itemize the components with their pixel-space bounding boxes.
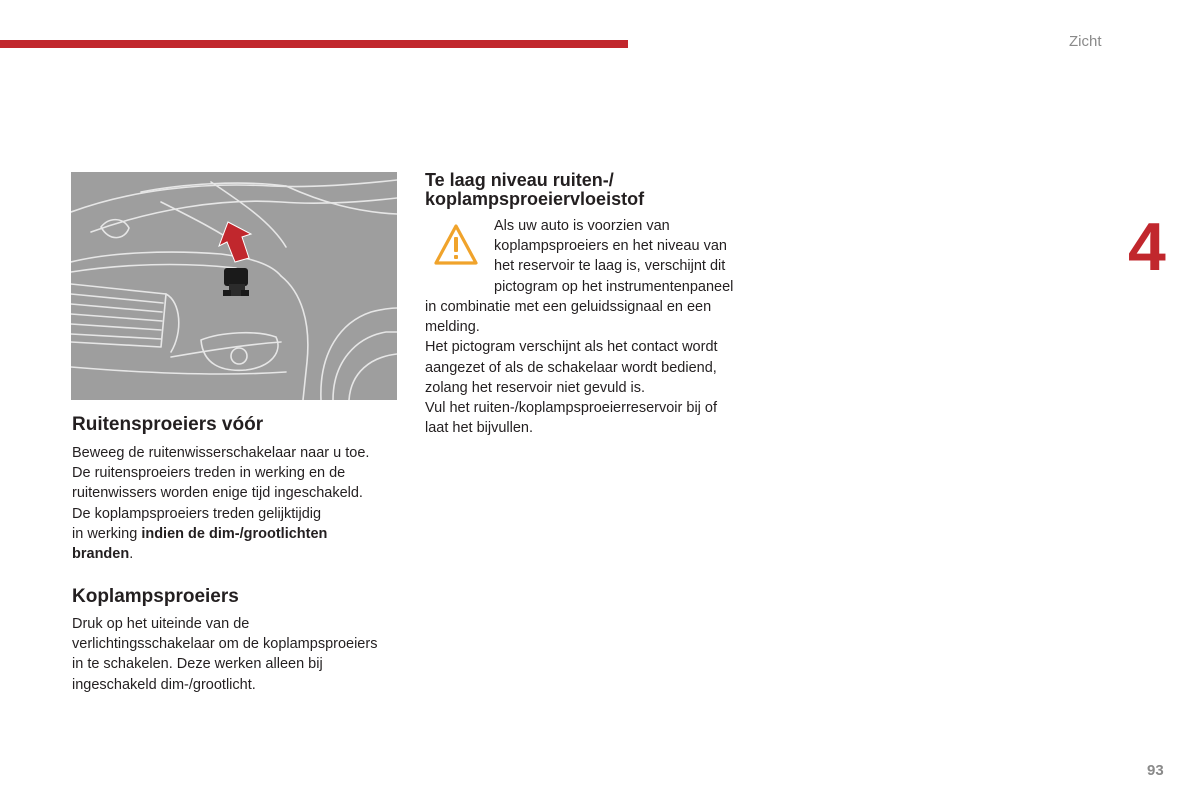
text-line: laat het bijvullen. [425,420,534,437]
car-front-illustration [71,172,397,400]
front-washer-heading: Ruitensproeiers vóór [72,414,264,435]
heading-line: Te laag niveau ruiten-/ [425,170,614,190]
text-line: Beweeg de ruitenwisserschakelaar naar u toe. [72,445,370,461]
text-line: ruitenwissers worden enige tijd ingeschakeld. [72,485,363,502]
headlamp-washer-heading: Koplampsproeiers [72,586,239,607]
text-line: De ruitensproeiers treden in werking en de [72,465,346,482]
warning-triangle-icon [433,222,479,268]
text-line: in combinatie met een geluidssignaal en een [425,299,712,315]
text-line: het reservoir te laag is, verschijnt dit [494,258,726,275]
text-line: Het pictogram verschijnt als het contact wordt [425,339,718,356]
text-line: verlichtingsschakelaar om de koplampsproeiers [72,636,378,653]
text-line: Vul het ruiten-/koplampsproeierreservoir bij of [425,400,718,417]
chapter-number: 4 [1128,209,1166,285]
text-line [72,524,402,544]
low-level-intro [494,216,756,297]
text-line: Als uw auto is voorzien van [494,218,670,234]
section-name: Zicht [1069,33,1102,50]
text-line: pictogram op het instrumentenpaneel [494,278,734,295]
front-washer-text [72,443,402,564]
text-normal: . [129,546,134,563]
text-normal: in werking [72,525,142,542]
text-line: Druk op het uiteinde van de [72,616,250,632]
text-line: koplampsproeiers en het niveau van [494,238,727,255]
low-level-heading [425,171,755,209]
text-line: zolang het reservoir niet gevuld is. [425,379,646,396]
header-accent-bar [0,40,628,48]
text-line: De koplampsproeiers treden gelijktijdig [72,505,322,522]
text-line: aangezet of als de schakelaar wordt bediend, [425,359,717,376]
heading-line: koplampsproeiervloeistof [425,189,645,209]
text-bold: branden [72,546,130,563]
text-line [72,544,402,564]
low-level-body [425,297,755,438]
text-line: in te schakelen. Deze werken alleen bij [72,656,323,673]
car-front-washer-illustration-icon [71,172,397,400]
headlamp-washer-text [72,614,402,695]
page-number: 93 [1147,762,1164,779]
text-line: ingeschakeld dim-/grootlicht. [72,676,256,693]
text-line: melding. [425,319,480,336]
text-bold: indien de dim-/grootlichten [141,525,328,542]
